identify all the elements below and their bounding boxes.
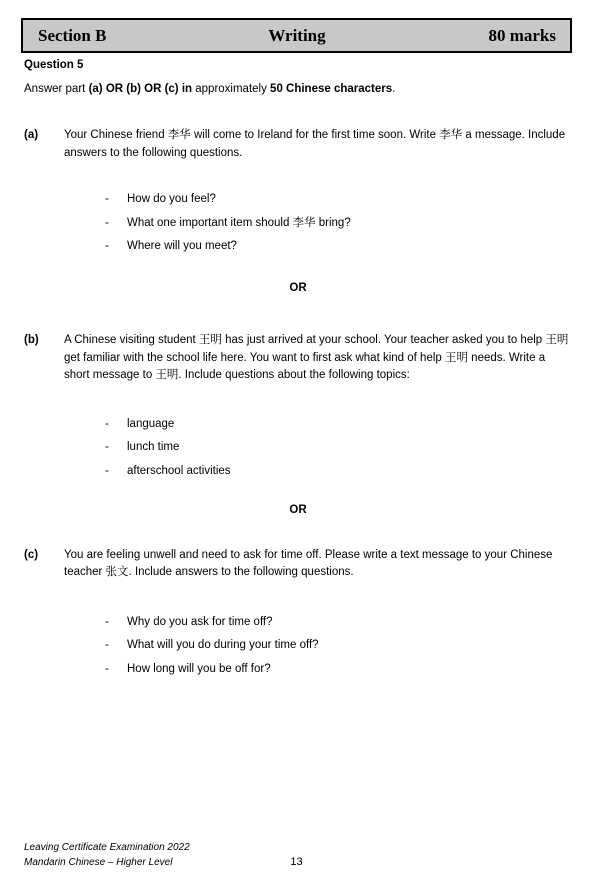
section-marks: 80 marks	[488, 25, 556, 45]
instruction-text	[24, 82, 572, 96]
footer-subject-line: Mandarin Chinese – Higher Level	[24, 857, 173, 868]
part-c-label: (c)	[24, 548, 39, 561]
bullet-text: Where will you meet?	[127, 240, 237, 252]
bullet-item	[105, 416, 572, 432]
bullet-item	[105, 439, 572, 455]
bullet-text: How do you feel?	[127, 193, 216, 205]
bullet-dash: -	[105, 464, 109, 477]
part-b-text: A Chinese visiting student 王明 has just arrived at your school. Your teacher asked you to help 王明 get familiar with the school life here. You want to first ask what kind of help 王明 needs. Write a short message to 王明. Include questions about the following topics:	[64, 334, 569, 381]
part-c	[24, 547, 572, 582]
bullet-dash: -	[105, 615, 109, 628]
part-c-bullets	[105, 614, 572, 677]
or-separator-1: OR	[289, 282, 307, 294]
part-a	[24, 127, 572, 162]
bullet-text: language	[127, 417, 175, 430]
part-c-text: You are feeling unwell and need to ask for time off. Please write a text message to your Chinese teacher 张文. Include answers to the following questions.	[64, 548, 553, 578]
bullet-text: lunch time	[127, 441, 180, 453]
bullet-text: Why do you ask for time off?	[127, 615, 273, 628]
part-a-text: Your Chinese friend 李华 will come to Ireland for the first time soon. Write 李华 a message. Include answers to the following questions.	[64, 129, 566, 159]
or-separator-2: OR	[289, 503, 307, 516]
part-a-bullets	[105, 191, 572, 254]
part-b	[24, 332, 572, 385]
part-a-label: (a)	[24, 129, 39, 141]
bullet-item	[105, 463, 572, 479]
bullet-item	[105, 661, 572, 677]
bullet-dash: -	[105, 193, 109, 205]
bullet-dash: -	[105, 216, 109, 229]
instruction-seg-5: .	[392, 83, 396, 95]
question-content	[24, 58, 572, 677]
bullet-text: afterschool activities	[127, 464, 231, 477]
bullet-dash: -	[105, 639, 109, 651]
bullet-dash: -	[105, 417, 109, 430]
page-number: 13	[290, 856, 303, 868]
bullet-item	[105, 238, 572, 254]
footer-exam-line: Leaving Certificate Examination 2022	[24, 842, 190, 853]
part-b-label: (b)	[24, 334, 39, 346]
question-number: Question 5	[24, 59, 84, 71]
bullet-dash: -	[105, 240, 109, 252]
bullet-dash: -	[105, 441, 109, 453]
bullet-item	[105, 191, 572, 207]
instruction-seg-2: (a) OR (b) OR (c) in	[88, 83, 193, 95]
section-title: Writing	[268, 25, 326, 45]
instruction-seg-1: Answer part	[24, 83, 89, 95]
bullet-item	[105, 637, 572, 653]
bullet-text: How long will you be off for?	[127, 662, 271, 675]
bullet-dash: -	[105, 662, 109, 675]
instruction-seg-3: approximately	[192, 83, 271, 95]
instruction-seg-4: 50 Chinese characters	[270, 83, 393, 95]
part-b-bullets	[105, 416, 572, 479]
bullet-item	[105, 614, 572, 630]
section-header-bar	[21, 18, 572, 53]
bullet-item	[105, 215, 572, 231]
bullet-text: What will you do during your time off?	[127, 639, 319, 651]
section-label: Section B	[38, 25, 107, 45]
bullet-text: What one important item should 李华 bring?	[127, 216, 351, 229]
